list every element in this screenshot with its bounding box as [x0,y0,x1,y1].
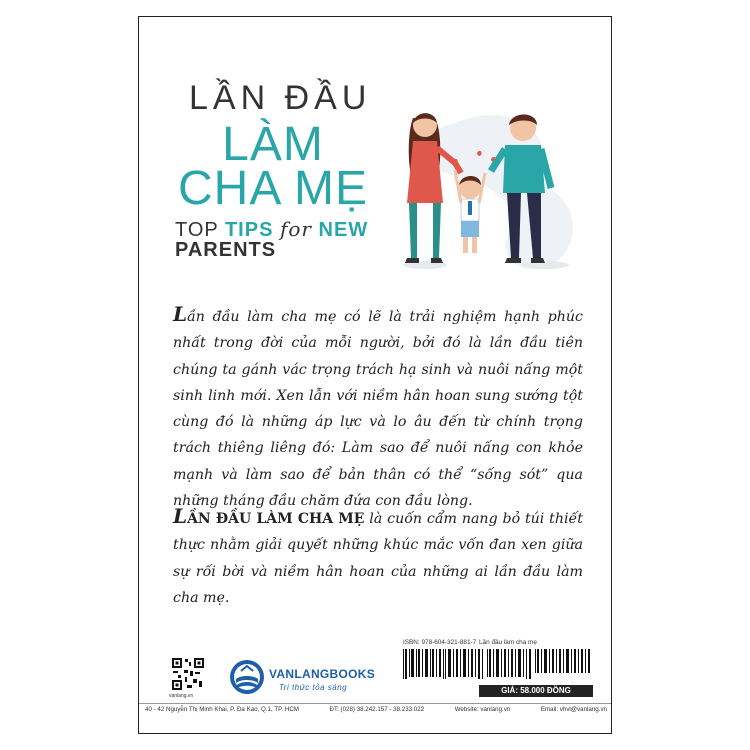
family-illustration [395,93,585,283]
publisher-name: VANLANGBOOKS [269,667,376,681]
title-line-2: LÀM [222,118,324,171]
dropcap-1: L [173,302,188,326]
footer-address: 40 - 42 Nguyễn Thị Minh Khai, P. Đa Kao, Q.1, TP. HCM [145,706,299,713]
publisher-tagline: Tri thức tỏa sáng [279,683,348,692]
subtitle-parents: PARENTS [175,239,277,261]
title-main [173,118,373,215]
footer-divider [139,703,612,704]
subtitle-tips: TIPS [224,219,274,241]
footer-phone: ĐT: (028) 38.242.157 - 38.233.022 [329,706,425,713]
isbn-label: ISBN: 978-604-321-881-7 [403,639,477,646]
footer-website[interactable]: Website: vanlang.vn [454,706,511,713]
barcode-icon [401,649,593,687]
title-line-1: LẦN ĐẦU [189,79,372,117]
description-paragraph-2 [173,503,583,611]
title-line-3: CHA MẸ [177,162,369,215]
subtitle-for: for [279,217,312,241]
subtitle-new: NEW [318,219,369,241]
subtitle-top: TOP [175,219,219,241]
price-label: GIÁ: 58.000 ĐỒNG [479,685,593,697]
book-back-cover [138,16,612,734]
paragraph-2-text: là cuốn cẩm nang bỏ túi thiết thực nhằm giải quyết những khúc mắc vốn đan xen giữa sự rối bời và niềm hân hoan của những ai lần đầu làm cha mẹ. [173,511,583,606]
qr-code-icon[interactable] [171,657,205,691]
qr-caption: vanlang.vn [169,693,194,699]
paragraph-1-text: ần đầu làm cha mẹ có lẽ là trải nghiệm hạnh phúc nhất trong đời của mỗi người, bởi đó là lần đầu tiên chúng ta gánh vác trọng trách hạ sinh và nuôi nấng một sinh linh mới. Xen lẫn với niềm hân hoan sung sướng tột cùng đó là những áp lực và lo âu đến từ chính trọng trách thiêng liêng đó: Làm sao để nuôi nấng con khỏe mạnh và làm sao để bản thân có thể “sống sót” qua những tháng đầu chăm đứa con đầu lòng. [173,309,583,510]
footer-email[interactable]: Email: vhvl@vanlang.vn [540,706,607,713]
footer-contact [139,706,612,713]
description-paragraph-1 [173,301,583,514]
dropcap-2: L [173,504,188,528]
book-name-label: Lần đầu làm cha mẹ [479,639,537,646]
paragraph-2-title: ẦN ĐẦU LÀM CHA MẸ [187,511,365,527]
